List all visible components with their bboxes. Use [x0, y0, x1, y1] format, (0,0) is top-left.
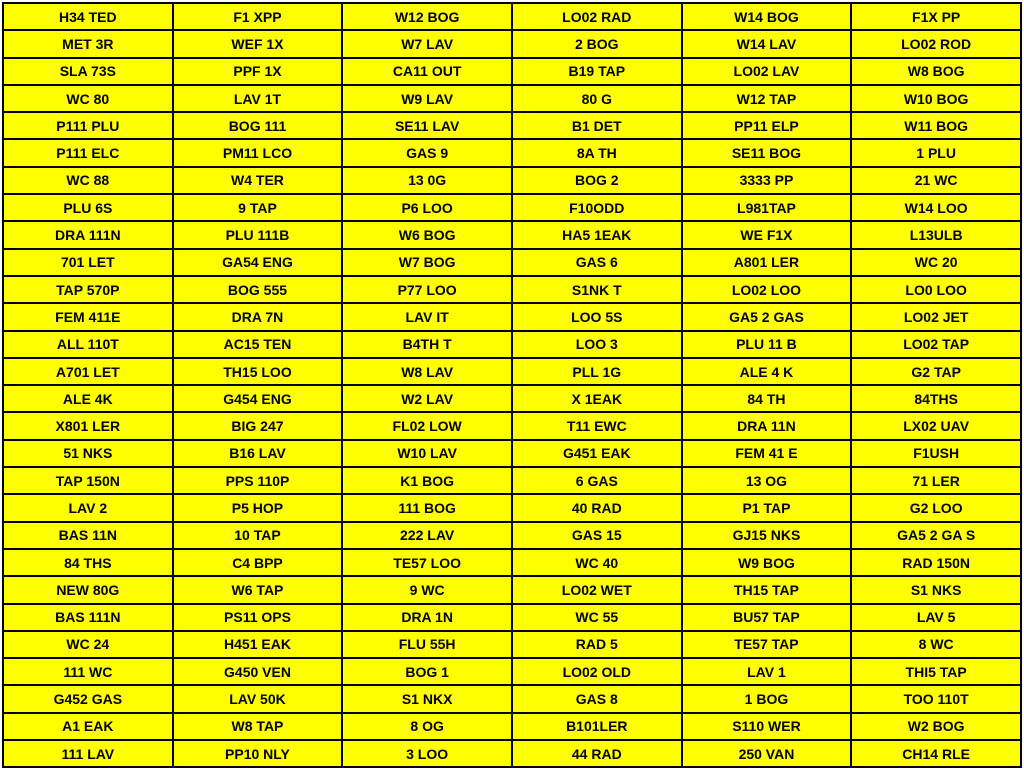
table-row — [3, 58, 1021, 85]
table-cell[interactable]: LO02 LAV — [682, 58, 852, 85]
table-cell[interactable]: B4TH T — [342, 331, 512, 358]
table-cell[interactable]: W9 LAV — [342, 85, 512, 112]
table-cell[interactable]: W12 TAP — [682, 85, 852, 112]
table-cell[interactable]: PP11 ELP — [682, 112, 852, 139]
table-cell[interactable]: DRA 7N — [173, 303, 343, 330]
table-cell[interactable]: B1 DET — [512, 112, 682, 139]
table-cell[interactable]: 111 BOG — [342, 494, 512, 521]
table-row — [3, 303, 1021, 330]
table-row — [3, 194, 1021, 221]
table-cell[interactable]: LAV IT — [342, 303, 512, 330]
table-cell[interactable]: ALL 110T — [3, 331, 173, 358]
table-cell[interactable]: LO02 WET — [512, 576, 682, 603]
table-cell[interactable]: W2 LAV — [342, 385, 512, 412]
table-cell[interactable]: PLU 6S — [3, 194, 173, 221]
table-cell[interactable]: A1 EAK — [3, 713, 173, 740]
table-cell[interactable]: W14 LAV — [682, 30, 852, 57]
table-cell[interactable]: F1 XPP — [173, 3, 343, 30]
table-row — [3, 467, 1021, 494]
table-cell[interactable]: GAS 9 — [342, 139, 512, 166]
table-row — [3, 494, 1021, 521]
table-cell[interactable]: TH15 TAP — [682, 576, 852, 603]
table-cell[interactable]: WC 88 — [3, 167, 173, 194]
table-cell[interactable]: 9 TAP — [173, 194, 343, 221]
table-cell[interactable]: 84 TH — [682, 385, 852, 412]
table-cell[interactable]: 40 RAD — [512, 494, 682, 521]
table-cell[interactable]: LAV 50K — [173, 685, 343, 712]
table-cell[interactable]: LO02 TAP — [851, 331, 1021, 358]
table-cell[interactable]: BAS 11N — [3, 522, 173, 549]
table-cell[interactable]: W8 BOG — [851, 58, 1021, 85]
table-cell[interactable]: TE57 LOO — [342, 549, 512, 576]
table-cell[interactable]: 8 WC — [851, 631, 1021, 658]
table-cell[interactable]: BAS 111N — [3, 604, 173, 631]
table-cell[interactable]: LAV 1T — [173, 85, 343, 112]
table-cell[interactable]: MET 3R — [3, 30, 173, 57]
table-cell[interactable]: GJ15 NKS — [682, 522, 852, 549]
table-cell[interactable]: HA5 1EAK — [512, 221, 682, 248]
table-cell[interactable]: W12 BOG — [342, 3, 512, 30]
table-cell[interactable]: P111 ELC — [3, 139, 173, 166]
table-cell[interactable]: 1 BOG — [682, 685, 852, 712]
table-row — [3, 685, 1021, 712]
table-cell[interactable]: W14 BOG — [682, 3, 852, 30]
table-cell[interactable]: 21 WC — [851, 167, 1021, 194]
table-cell[interactable]: H34 TED — [3, 3, 173, 30]
table-cell[interactable]: K1 BOG — [342, 467, 512, 494]
table-cell[interactable]: BOG 111 — [173, 112, 343, 139]
table-cell[interactable]: 701 LET — [3, 249, 173, 276]
table-cell[interactable]: TE57 TAP — [682, 631, 852, 658]
table-cell[interactable]: LO02 LOO — [682, 276, 852, 303]
table-cell[interactable]: SE11 BOG — [682, 139, 852, 166]
table-row — [3, 385, 1021, 412]
table-row — [3, 440, 1021, 467]
table-cell[interactable]: PM11 LCO — [173, 139, 343, 166]
table-cell[interactable]: GAS 15 — [512, 522, 682, 549]
table-cell[interactable]: 3 LOO — [342, 740, 512, 767]
table-cell[interactable]: LO02 JET — [851, 303, 1021, 330]
table-cell[interactable]: DRA 11N — [682, 412, 852, 439]
table-cell[interactable]: F1X PP — [851, 3, 1021, 30]
table-cell[interactable]: 2 BOG — [512, 30, 682, 57]
table-cell[interactable]: P1 TAP — [682, 494, 852, 521]
table-cell[interactable]: GAS 8 — [512, 685, 682, 712]
table-cell[interactable]: TAP 150N — [3, 467, 173, 494]
table-cell[interactable]: H451 EAK — [173, 631, 343, 658]
table-row — [3, 412, 1021, 439]
table-cell[interactable]: PPF 1X — [173, 58, 343, 85]
table-cell[interactable]: LOO 5S — [512, 303, 682, 330]
number-plate-table-body — [3, 3, 1021, 767]
table-cell[interactable]: B16 LAV — [173, 440, 343, 467]
table-cell[interactable]: DRA 111N — [3, 221, 173, 248]
table-cell[interactable]: W7 LAV — [342, 30, 512, 57]
table-cell[interactable]: 8 OG — [342, 713, 512, 740]
table-cell[interactable]: F1USH — [851, 440, 1021, 467]
table-cell[interactable]: 3333 PP — [682, 167, 852, 194]
table-row — [3, 249, 1021, 276]
table-cell[interactable]: P77 LOO — [342, 276, 512, 303]
table-cell[interactable]: WE F1X — [682, 221, 852, 248]
table-cell[interactable]: S110 WER — [682, 713, 852, 740]
table-row — [3, 3, 1021, 30]
table-cell[interactable]: S1NK T — [512, 276, 682, 303]
table-cell[interactable]: 1 PLU — [851, 139, 1021, 166]
table-cell[interactable]: W10 BOG — [851, 85, 1021, 112]
table-cell[interactable]: SE11 LAV — [342, 112, 512, 139]
table-cell[interactable]: 250 VAN — [682, 740, 852, 767]
table-cell[interactable]: ALE 4K — [3, 385, 173, 412]
table-cell[interactable]: 10 TAP — [173, 522, 343, 549]
table-cell[interactable]: TAP 570P — [3, 276, 173, 303]
table-cell[interactable]: W14 LOO — [851, 194, 1021, 221]
table-cell[interactable]: P5 HOP — [173, 494, 343, 521]
table-cell[interactable]: W2 BOG — [851, 713, 1021, 740]
table-cell[interactable]: W8 TAP — [173, 713, 343, 740]
table-cell[interactable]: PLU 111B — [173, 221, 343, 248]
table-cell[interactable]: NEW 80G — [3, 576, 173, 603]
table-cell[interactable]: PPS 110P — [173, 467, 343, 494]
table-cell[interactable]: TOO 110T — [851, 685, 1021, 712]
table-row — [3, 112, 1021, 139]
table-cell[interactable]: 8A TH — [512, 139, 682, 166]
table-cell[interactable]: LO02 OLD — [512, 658, 682, 685]
table-cell[interactable]: G452 GAS — [3, 685, 173, 712]
table-cell[interactable]: LOO 3 — [512, 331, 682, 358]
table-cell[interactable]: T11 EWC — [512, 412, 682, 439]
table-cell[interactable]: G451 EAK — [512, 440, 682, 467]
table-cell[interactable]: G2 LOO — [851, 494, 1021, 521]
table-row — [3, 85, 1021, 112]
table-cell[interactable]: WC 55 — [512, 604, 682, 631]
table-cell[interactable]: W6 TAP — [173, 576, 343, 603]
table-cell[interactable]: LO02 ROD — [851, 30, 1021, 57]
table-cell[interactable]: B19 TAP — [512, 58, 682, 85]
table-cell[interactable]: FLU 55H — [342, 631, 512, 658]
table-cell[interactable]: 44 RAD — [512, 740, 682, 767]
table-cell[interactable]: FL02 LOW — [342, 412, 512, 439]
table-cell[interactable]: CA11 OUT — [342, 58, 512, 85]
table-cell[interactable]: 84THS — [851, 385, 1021, 412]
table-cell[interactable]: WC 40 — [512, 549, 682, 576]
table-cell[interactable]: 80 G — [512, 85, 682, 112]
table-cell[interactable]: G2 TAP — [851, 358, 1021, 385]
table-row — [3, 30, 1021, 57]
table-cell[interactable]: W7 BOG — [342, 249, 512, 276]
table-cell[interactable]: LX02 UAV — [851, 412, 1021, 439]
table-cell[interactable]: WC 80 — [3, 85, 173, 112]
table-cell[interactable]: 222 LAV — [342, 522, 512, 549]
table-cell[interactable]: P6 LOO — [342, 194, 512, 221]
table-cell[interactable]: L981TAP — [682, 194, 852, 221]
table-cell[interactable]: AC15 TEN — [173, 331, 343, 358]
table-cell[interactable]: LAV 5 — [851, 604, 1021, 631]
table-cell[interactable]: GA5 2 GA S — [851, 522, 1021, 549]
table-cell[interactable]: L13ULB — [851, 221, 1021, 248]
table-cell[interactable]: X 1EAK — [512, 385, 682, 412]
table-cell[interactable]: W4 TER — [173, 167, 343, 194]
table-cell[interactable]: DRA 1N — [342, 604, 512, 631]
table-cell[interactable]: GA54 ENG — [173, 249, 343, 276]
table-row — [3, 522, 1021, 549]
table-cell[interactable]: BOG 1 — [342, 658, 512, 685]
table-cell[interactable]: GA5 2 GAS — [682, 303, 852, 330]
table-cell[interactable]: A701 LET — [3, 358, 173, 385]
table-cell[interactable]: S1 NKS — [851, 576, 1021, 603]
table-cell[interactable]: WC 24 — [3, 631, 173, 658]
table-row — [3, 740, 1021, 767]
table-row — [3, 631, 1021, 658]
table-row — [3, 658, 1021, 685]
table-cell[interactable]: 84 THS — [3, 549, 173, 576]
table-cell[interactable]: PS11 OPS — [173, 604, 343, 631]
table-cell[interactable]: PLL 1G — [512, 358, 682, 385]
table-row — [3, 713, 1021, 740]
table-cell[interactable]: WEF 1X — [173, 30, 343, 57]
table-cell[interactable]: W11 BOG — [851, 112, 1021, 139]
table-cell[interactable]: P111 PLU — [3, 112, 173, 139]
table-cell[interactable]: GAS 6 — [512, 249, 682, 276]
table-cell[interactable]: 111 WC — [3, 658, 173, 685]
table-cell[interactable]: LAV 1 — [682, 658, 852, 685]
table-cell[interactable]: SLA 73S — [3, 58, 173, 85]
table-cell[interactable]: CH14 RLE — [851, 740, 1021, 767]
table-cell[interactable]: 9 WC — [342, 576, 512, 603]
table-cell[interactable]: THI5 TAP — [851, 658, 1021, 685]
table-cell[interactable]: LAV 2 — [3, 494, 173, 521]
table-row — [3, 358, 1021, 385]
number-plate-table — [2, 2, 1022, 768]
table-cell[interactable]: LO0 LOO — [851, 276, 1021, 303]
table-cell[interactable]: F10ODD — [512, 194, 682, 221]
table-cell[interactable]: BIG 247 — [173, 412, 343, 439]
table-row — [3, 139, 1021, 166]
table-cell[interactable]: PLU 11 B — [682, 331, 852, 358]
table-row — [3, 604, 1021, 631]
table-cell[interactable]: W6 BOG — [342, 221, 512, 248]
table-cell[interactable]: G450 VEN — [173, 658, 343, 685]
table-cell[interactable]: W10 LAV — [342, 440, 512, 467]
table-cell[interactable]: RAD 5 — [512, 631, 682, 658]
table-cell[interactable]: BOG 555 — [173, 276, 343, 303]
table-row — [3, 576, 1021, 603]
table-row — [3, 276, 1021, 303]
table-cell[interactable]: FEM 411E — [3, 303, 173, 330]
table-cell[interactable]: C4 BPP — [173, 549, 343, 576]
table-cell[interactable]: 51 NKS — [3, 440, 173, 467]
table-cell[interactable]: W9 BOG — [682, 549, 852, 576]
table-row — [3, 331, 1021, 358]
table-cell[interactable]: FEM 41 E — [682, 440, 852, 467]
table-cell[interactable]: PP10 NLY — [173, 740, 343, 767]
table-row — [3, 549, 1021, 576]
table-cell[interactable]: G454 ENG — [173, 385, 343, 412]
table-row — [3, 167, 1021, 194]
table-cell[interactable]: BU57 TAP — [682, 604, 852, 631]
table-cell[interactable]: 13 OG — [682, 467, 852, 494]
table-cell[interactable]: S1 NKX — [342, 685, 512, 712]
table-cell[interactable]: ALE 4 K — [682, 358, 852, 385]
table-cell[interactable]: B101LER — [512, 713, 682, 740]
table-cell[interactable]: 111 LAV — [3, 740, 173, 767]
table-cell[interactable]: LO02 RAD — [512, 3, 682, 30]
table-cell[interactable]: RAD 150N — [851, 549, 1021, 576]
table-cell[interactable]: W8 LAV — [342, 358, 512, 385]
table-row — [3, 221, 1021, 248]
table-cell[interactable]: TH15 LOO — [173, 358, 343, 385]
table-cell[interactable]: X801 LER — [3, 412, 173, 439]
table-cell[interactable]: A801 LER — [682, 249, 852, 276]
table-cell[interactable]: BOG 2 — [512, 167, 682, 194]
table-cell[interactable]: 6 GAS — [512, 467, 682, 494]
table-cell[interactable]: WC 20 — [851, 249, 1021, 276]
table-cell[interactable]: 71 LER — [851, 467, 1021, 494]
table-cell[interactable]: 13 0G — [342, 167, 512, 194]
